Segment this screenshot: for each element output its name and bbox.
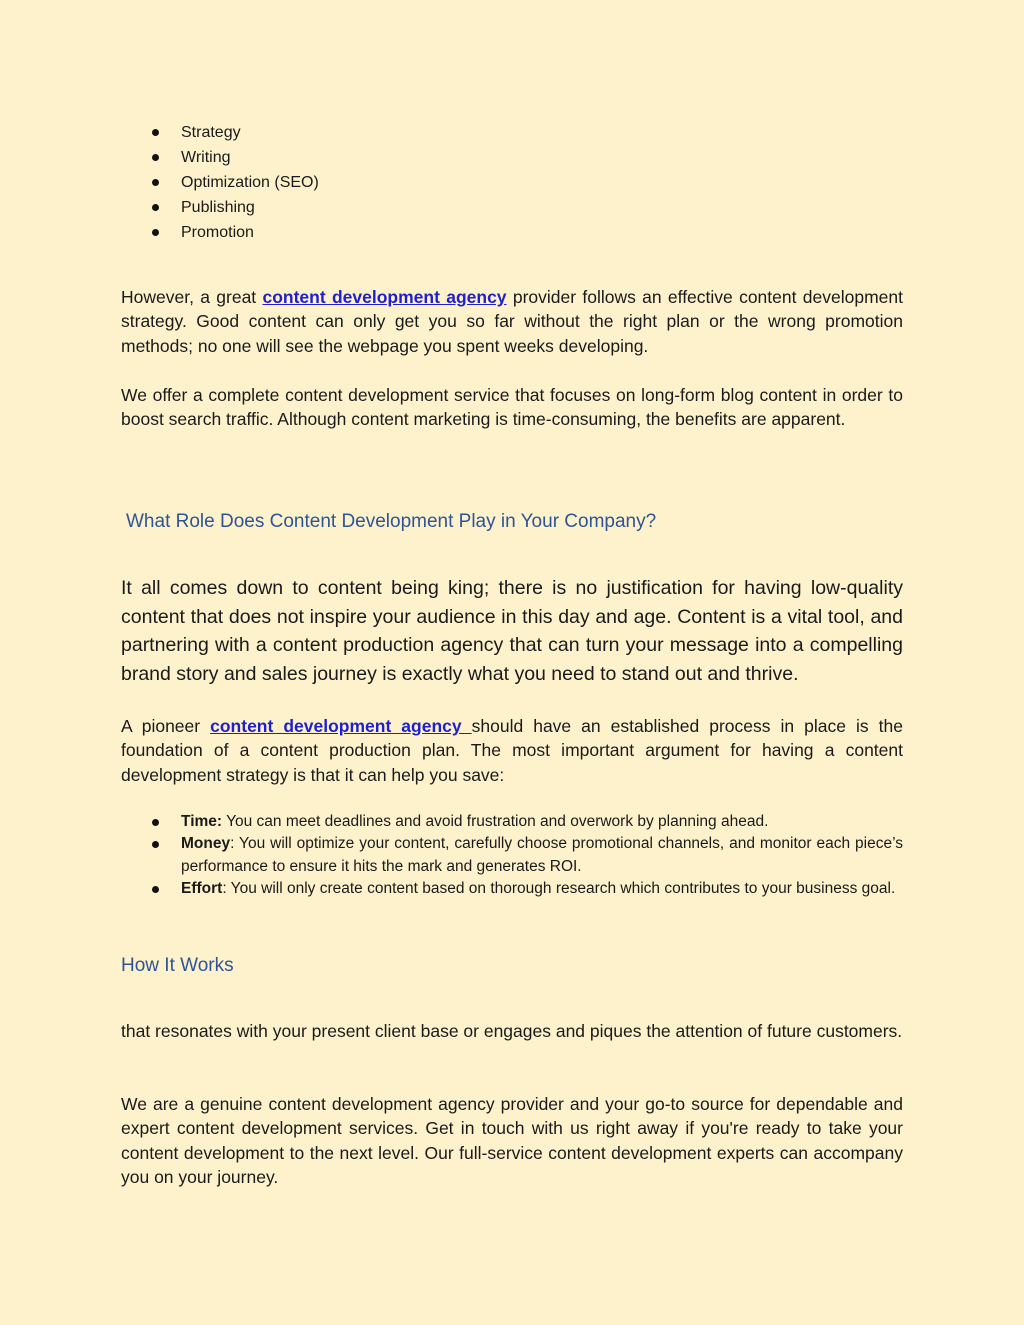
benefits-list — [121, 811, 903, 901]
bullet-icon — [152, 886, 159, 893]
intro-text-end: provider follows an effective content development strategy. Good content can only get you so far without the right plan or the wrong promotion methods; no one will see the webpage you spent weeks developing. — [121, 287, 903, 356]
benefit-item — [121, 833, 903, 878]
bullet-icon — [152, 204, 159, 211]
content-agency-link[interactable]: content development agency — [262, 287, 507, 307]
services-list — [121, 120, 903, 245]
bullet-icon — [152, 179, 159, 186]
section-heading-how: How It Works — [121, 955, 234, 976]
content-king-paragraph: It all comes down to content being king; there is no justification for having low-quality content that does not inspire your audience in this day and age. Content is a vital tool, and partnering with a content production agency that can turn your message into a compelling brand story and sales journey is exactly what you need to stand out and thrive. — [121, 577, 903, 686]
closing-paragraph: We are a genuine content development agency provider and your go-to source for dependable and expert content development services. Get in touch with us right away if you're ready to take your content development to the next level. Our full-service content development experts can accompany you on your journey. — [121, 1094, 903, 1187]
bullet-icon — [152, 819, 159, 826]
list-item-text: Writing — [181, 149, 231, 166]
service-paragraph: We offer a complete content development service that focuses on long-form blog content in order to boost search traffic. Although content marketing is time-consuming, the benefits are apparent. — [121, 385, 903, 430]
intro-paragraph — [121, 285, 903, 358]
list-item — [121, 120, 903, 145]
list-item-text: Publishing — [181, 199, 255, 216]
bullet-icon — [152, 154, 159, 161]
pioneer-agency-link[interactable]: content development agency — [210, 716, 472, 736]
list-item — [121, 170, 903, 195]
list-item-text: Optimization (SEO) — [181, 174, 319, 191]
pioneer-paragraph — [121, 714, 903, 787]
list-item-text: Strategy — [181, 124, 241, 141]
benefit-term: Effort — [181, 880, 223, 898]
resonates-paragraph: that resonates with your present client base or engages and piques the attention of future customers. — [121, 1021, 903, 1041]
list-item — [121, 145, 903, 170]
benefit-text: : You will optimize your content, carefully choose promotional channels, and monitor each piece’s performance to ensure it hits the mark and generates ROI. — [181, 835, 903, 875]
benefit-text: : You will only create content based on thorough research which contributes to your business goal. — [222, 880, 896, 898]
list-item — [121, 195, 903, 220]
bullet-icon — [152, 229, 159, 236]
section-heading-role: What Role Does Content Development Play in Your Company? — [126, 511, 657, 532]
benefit-term: Money — [181, 835, 231, 853]
bullet-icon — [152, 129, 159, 136]
intro-text-start: However, a great — [121, 287, 263, 307]
benefit-item — [121, 811, 903, 833]
list-item — [121, 220, 903, 245]
pioneer-text-end: should have an established process in place is the foundation of a content production plan. The most important argument for having a content development strategy is that it can help you save: — [121, 716, 903, 785]
list-item-text: Promotion — [181, 224, 254, 241]
benefit-item — [121, 878, 903, 900]
bullet-icon — [152, 841, 159, 848]
pioneer-text-start: A pioneer — [121, 716, 211, 736]
benefit-term: Time: — [181, 813, 223, 830]
benefit-text: You can meet deadlines and avoid frustration and overwork by planning ahead. — [222, 813, 769, 830]
